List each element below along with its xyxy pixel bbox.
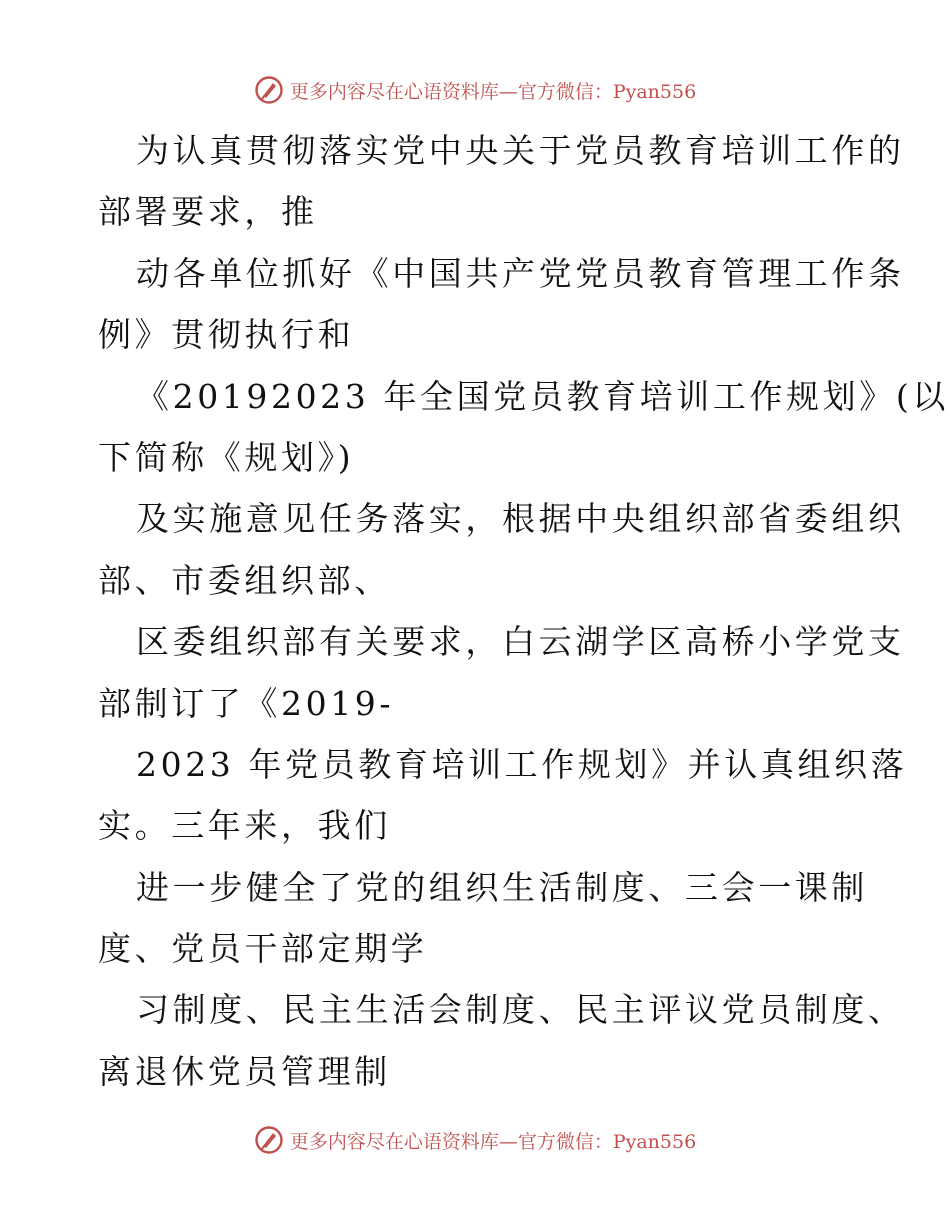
document-line: 离退休党员管理制 xyxy=(98,1051,391,1091)
footer-banner-text: 更多内容尽在心语资料库—官方微信：Pyan556 xyxy=(289,1130,697,1153)
document-line: 动各单位抓好《中国共产党党员教育管理工作条 xyxy=(136,253,905,293)
document-line: 2023 年党员教育培训工作规划》并认真组织落 xyxy=(136,744,908,784)
pen-nib-logo-icon xyxy=(254,1125,284,1155)
document-line: 区委组织部有关要求，白云湖学区高桥小学党支 xyxy=(136,622,905,662)
document-line: 进一步健全了党的组织生活制度、三会一课制 xyxy=(136,867,868,907)
document-line: 及实施意见任务落实，根据中央组织部省委组织 xyxy=(136,499,905,539)
document-line: 例》贯彻执行和 xyxy=(98,315,355,355)
document-line: 部、市委组织部、 xyxy=(98,560,391,600)
document-body xyxy=(98,120,949,1102)
document-line: 度、党员干部定期学 xyxy=(98,929,428,969)
header-banner-text: 更多内容尽在心语资料库—官方微信：Pyan556 xyxy=(289,80,697,103)
document-line: 部署要求，推 xyxy=(98,192,318,232)
document-line: 下简称《规划》) xyxy=(98,437,355,477)
pen-nib-logo-icon xyxy=(254,75,284,105)
footer-banner xyxy=(0,1120,950,1160)
document-line: 部制订了《2019- xyxy=(98,683,395,723)
document-line: 为认真贯彻落实党中央关于党员教育培训工作的 xyxy=(136,131,905,170)
header-banner xyxy=(0,70,950,110)
document-line: 习制度、民主生活会制度、民主评议党员制度、 xyxy=(136,990,905,1030)
document-line: 《20192023 年全国党员教育培训工作规划》(以 xyxy=(136,376,949,416)
document-line: 实。三年来，我们 xyxy=(98,806,391,846)
